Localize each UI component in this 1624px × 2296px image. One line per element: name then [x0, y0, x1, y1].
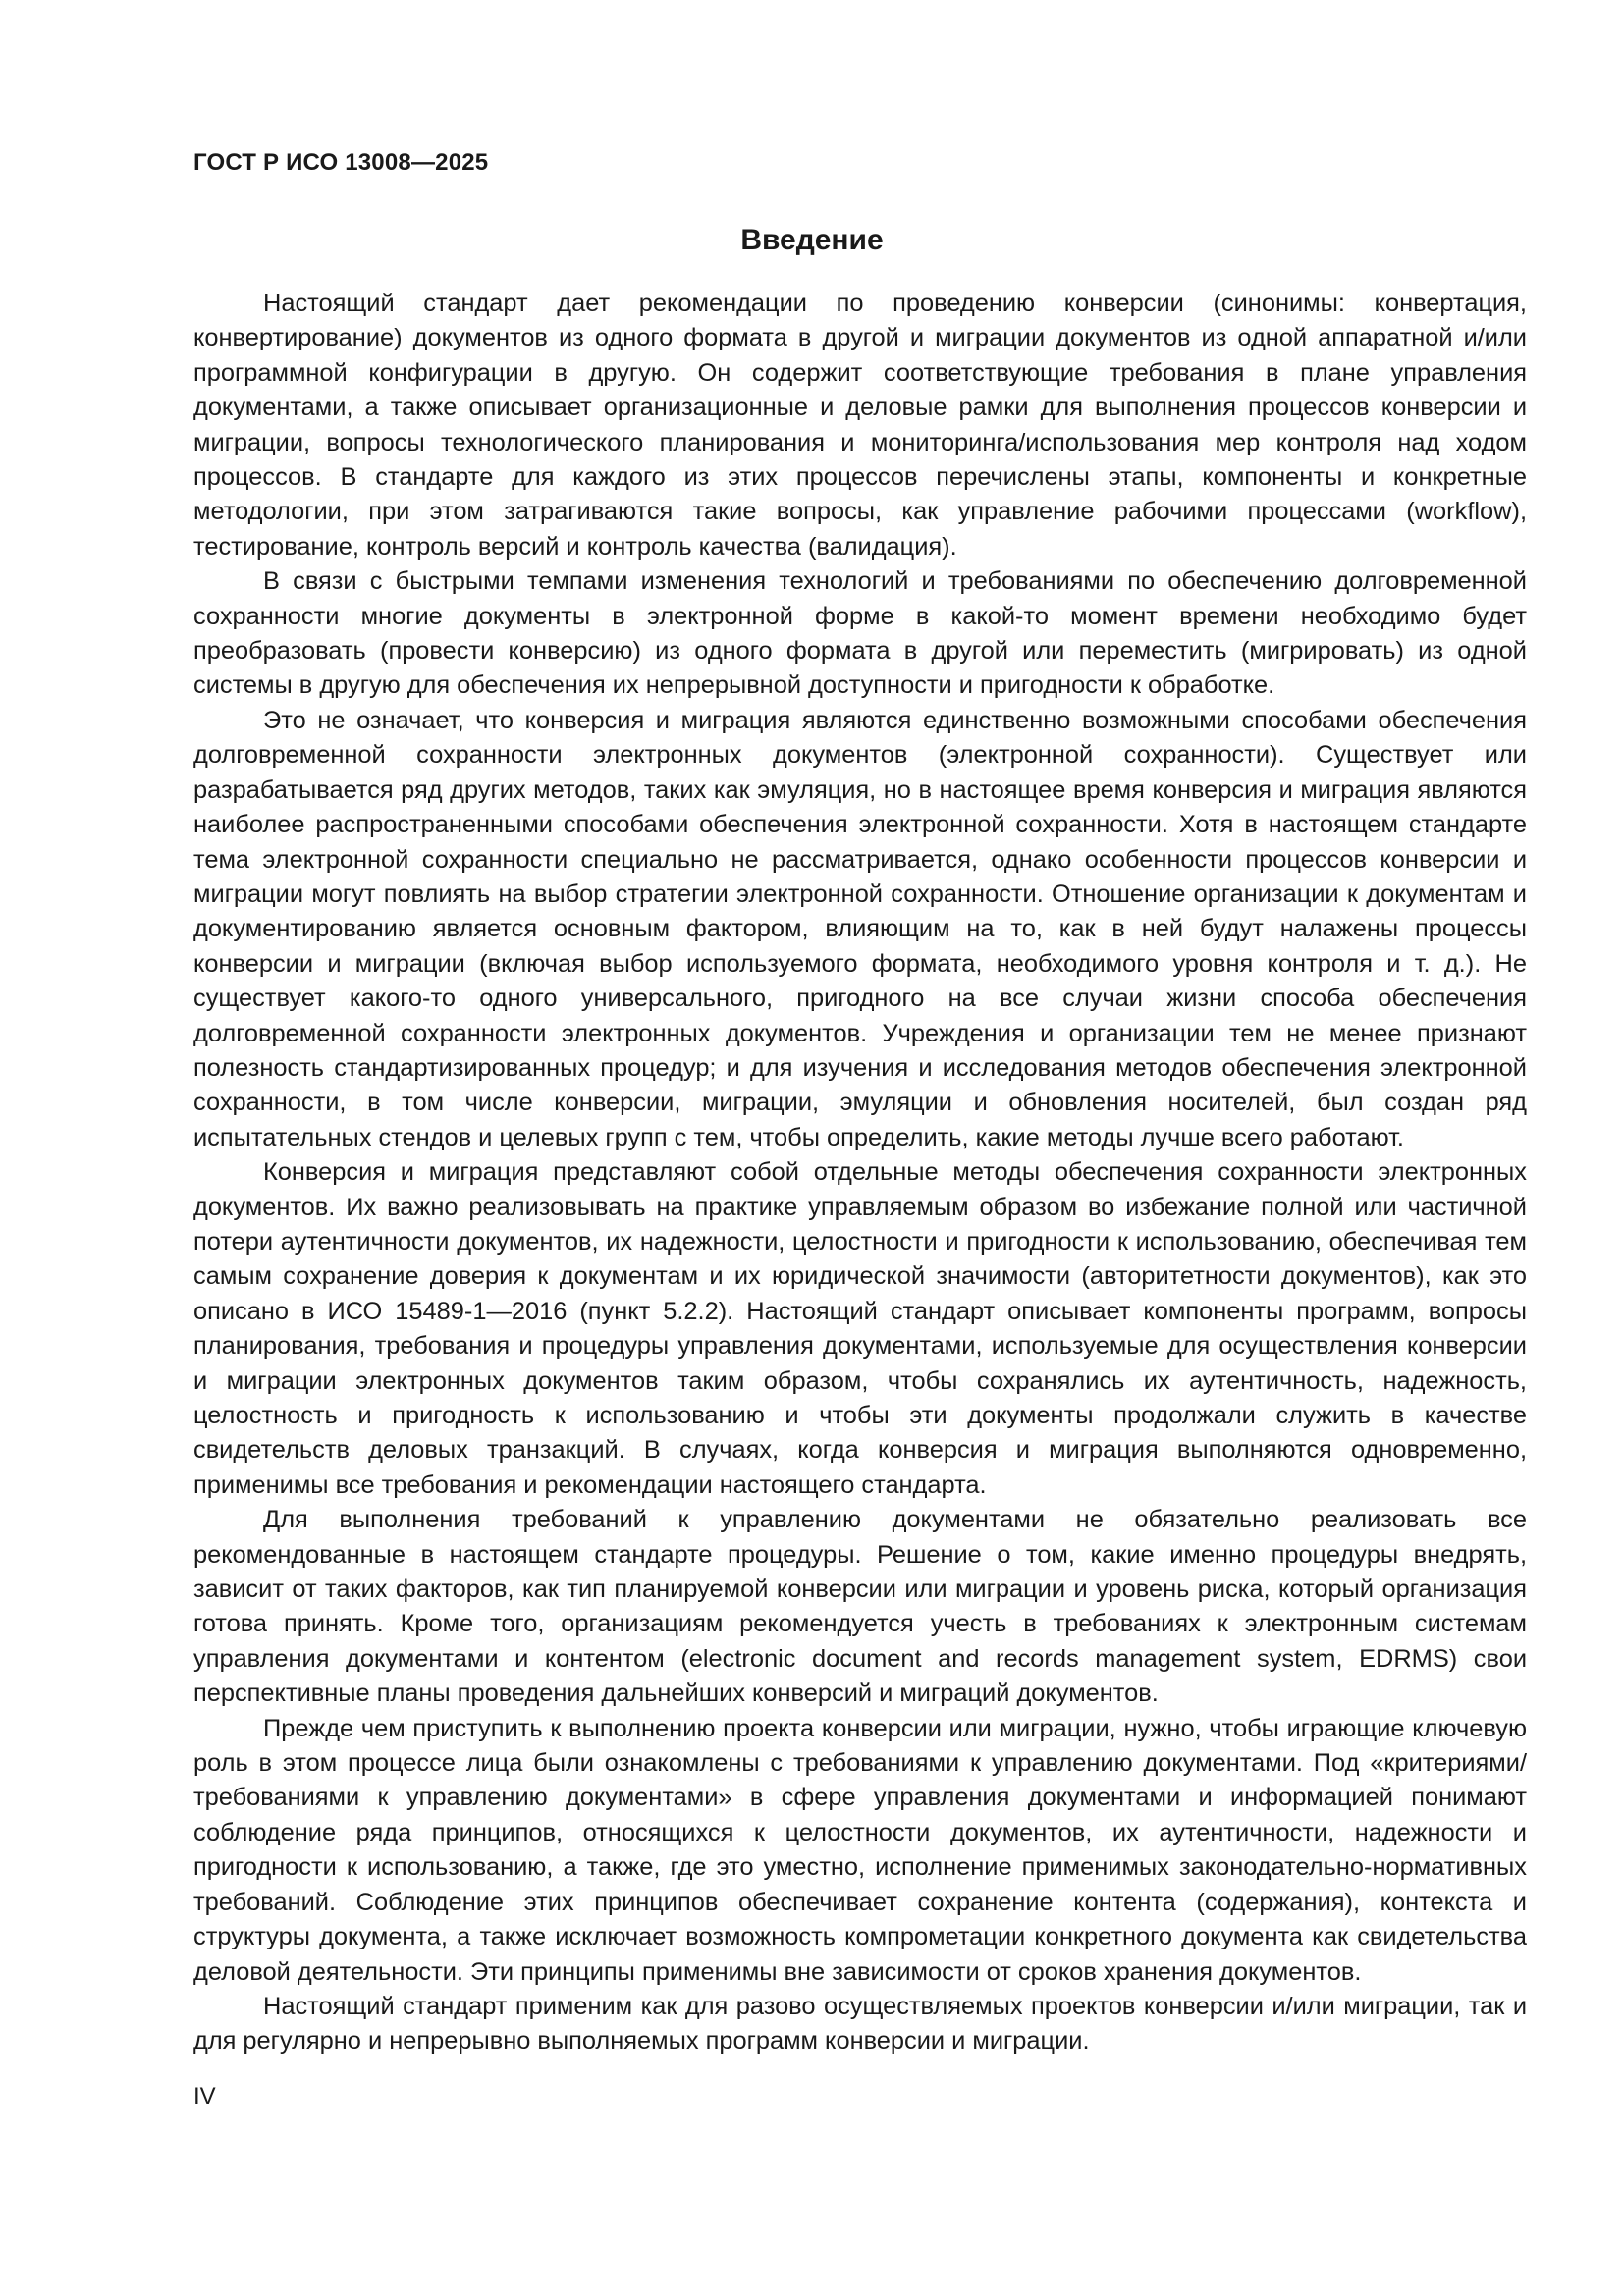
paragraph: Для выполнения требований к управлению документами не обязательно реализовать все рекомендованные в настоящем стандарте процедуры. Решение о том, какие именно процедуры внедрять, зависит от таких факторов, как тип планируемой конверсии или миграции и уровень риска, который организация готова принять. Кроме того, организациям рекомендуется учесть в требованиях к электронным системам управления документами и контентом (electronic document and records management system, EDRMS) свои перспективные планы проведения дальнейших конверсий и миграций документов.: [193, 1506, 1527, 1708]
paragraph: Это не означает, что конверсия и миграция являются единственно возможными способами обеспечения долговременной сохранности электронных документов (электронной сохранности). Существует или разрабатывается ряд других методов, таких как эмуляция, но в настоящее время конверсия и миграция являются наиболее распространенными способами обеспечения электронной сохранности. Хотя в настоящем стандарте тема электронной сохранности специально не рассматривается, однако особенности процессов конверсии и миграции могут повлиять на выбор стратегии электронной сохранности. Отношение организации к документам и документированию является основным фактором, влияющим на то, как в ней будут налажены процессы конверсии и миграции (включая выбор используемого формата, необходимого уровня контроля и т. д.). Не существует какого-то одного универсального, пригодного на все случаи жизни способа обеспечения долговременной сохранности электронных документов. Учреждения и организации тем не менее признают полезность стандартизированных процедур; и для изучения и исследования методов обеспечения электронной сохранности, в том числе конверсии, миграции, эмуляции и обновления носителей, был создан ряд испытательных стендов и целевых групп с тем, чтобы определить, какие методы лучше всего работают.: [193, 706, 1527, 1151]
paragraph: В связи с быстрыми темпами изменения технологий и требованиями по обеспечению долговременной сохранности многие документы в электронной форме в какой-то момент времени необходимо будет преобразовать (провести конверсию) из одного формата в другой или переместить (мигрировать) из одной системы в другую для обеспечения их непрерывной доступности и пригодности к обработке.: [193, 567, 1527, 700]
paragraph: Прежде чем приступить к выполнению проекта конверсии или миграции, нужно, чтобы играющие ключевую роль в этом процессе лица были ознакомлены с требованиями к управлению документами. Под «критериями/требованиями к управлению документами» в сфере управления документами и информацией понимают соблюдение ряда принципов, относящихся к целостности документов, их аутентичности, надежности и пригодности к использованию, а также, где это уместно, исполнение применимых законодательно-нормативных требований. Соблюдение этих принципов обеспечивает сохранение контента (содержания), контекста и структуры документа, а также исключает возможность компрометации конкретного документа как свидетельства деловой деятельности. Эти принципы применимы вне зависимости от сроков хранения документов.: [193, 1714, 1527, 1986]
paragraph: Конверсия и миграция представляют собой отдельные методы обеспечения сохранности электронных документов. Их важно реализовывать на практике управляемым образом во избежание полной или частичной потери аутентичности документов, их надежности, целостности и пригодности к использованию, обеспечивая тем самым сохранение доверия к документам и их юридической значимости (авторитетности документов), как это описано в ИСО 15489-1—2016 (пункт 5.2.2). Настоящий стандарт описывает компоненты программ, вопросы планирования, требования и процедуры управления документами, используемые для осуществления конверсии и миграции электронных документов таким образом, чтобы сохранялись их аутентичность, надежность, целостность и пригодность к использованию и чтобы эти документы продолжали служить в качестве свидетельств деловых транзакций. В случаях, когда конверсия и миграция выполняются одновременно, применимы все требования и рекомендации настоящего стандарта.: [193, 1158, 1527, 1499]
paragraph: Настоящий стандарт дает рекомендации по проведению конверсии (синонимы: конвертация, конвертирование) документов из одного формата в другой и миграции документов из одной аппаратной и/или программной конфигурации в другую. Он содержит соответствующие требования в плане управления документами, а также описывает организационные и деловые рамки для выполнения процессов конверсии и миграции, вопросы технологического планирования и мониторинга/использования мер контроля над ходом процессов. В стандарте для каждого из этих процессов перечислены этапы, компоненты и конкретные методологии, при этом затрагиваются такие вопросы, как управление рабочими процессами (workflow), тестирование, контроль версий и контроль качества (валидация).: [193, 290, 1527, 561]
document-header: ГОСТ Р ИСО 13008—2025: [193, 149, 489, 176]
paragraph: Настоящий стандарт применим как для разово осуществляемых проектов конверсии и/или миграции, так и для регулярно и непрерывно выполняемых программ конверсии и миграции.: [193, 1992, 1527, 2056]
section-title: Введение: [740, 224, 884, 256]
page-number: IV: [193, 2083, 216, 2109]
body-text: [193, 287, 1527, 2059]
